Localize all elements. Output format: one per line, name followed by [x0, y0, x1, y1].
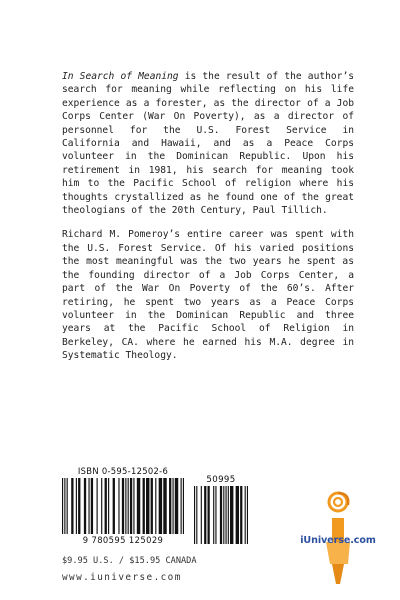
barcode-bar: [245, 486, 246, 544]
barcode-bar: [159, 478, 162, 534]
addon-digits: 50995: [206, 475, 236, 485]
addon-barcode-bars: [194, 486, 248, 544]
barcode-bar: [220, 486, 222, 544]
barcode-bar: [183, 478, 184, 534]
barcode-bar: [236, 486, 239, 544]
barcode-bar: [194, 486, 195, 544]
iuniverse-logo: [292, 480, 382, 590]
barcode-bar: [204, 486, 206, 544]
isbn-label: ISBN 0-595-12502-6: [77, 466, 169, 476]
barcode-bar: [91, 478, 93, 534]
barcode-bar: [196, 486, 197, 544]
barcode-bar: [155, 478, 156, 534]
barcode-bar: [215, 486, 216, 544]
book-title: In Search of Meaning: [62, 71, 179, 82]
barcode-bar: [228, 486, 229, 544]
barcode-bar: [213, 486, 214, 544]
barcode-bar: [137, 478, 140, 534]
barcode-bar: [175, 478, 178, 534]
barcode-bar: [113, 478, 115, 534]
barcode-bar: [88, 478, 89, 534]
barcode-bar: [78, 478, 80, 534]
barcode-bar: [71, 478, 73, 534]
barcode-bar: [172, 478, 173, 534]
barcode-bar: [208, 486, 210, 544]
barcode-bar: [163, 478, 166, 534]
barcode-bar: [223, 486, 224, 544]
back-cover-blurb: [62, 70, 354, 374]
barcode-bar: [128, 478, 129, 534]
barcode-bar: [143, 478, 145, 534]
barcode-bar: [62, 478, 63, 534]
barcode-bar: [122, 478, 124, 534]
barcode-bar: [76, 478, 77, 534]
barcode-bar: [130, 478, 132, 534]
isbn-barcode-block: [62, 466, 184, 545]
barcode-bar: [247, 486, 248, 544]
logo-wordmark: iUniverse.com: [300, 535, 376, 546]
barcode-bar: [151, 478, 153, 534]
barcode-bars: [62, 478, 184, 534]
barcode-bar: [125, 478, 126, 534]
publisher-website: www.iuniverse.com: [62, 572, 182, 583]
ean-digits: 9 780595 125029: [82, 535, 164, 545]
price-addon-barcode: [194, 466, 248, 548]
barcode-bar: [67, 478, 68, 534]
barcode-bar: [240, 486, 242, 544]
barcode-bar: [230, 486, 233, 544]
barcode-bar: [105, 478, 107, 534]
barcode-bar: [101, 478, 102, 534]
barcode-bar: [201, 486, 202, 544]
barcode-bar: [226, 486, 227, 544]
barcode-bar: [146, 478, 149, 534]
barcode-bar: [84, 478, 86, 534]
barcode-bar: [108, 478, 109, 534]
blurb-paragraph-1: [62, 70, 354, 217]
barcode-bar: [181, 478, 182, 534]
barcode-bar: [133, 478, 134, 534]
blurb-paragraph-2: Richard M. Pomeroy’s entire career was spent with the U.S. Forest Service. Of his varied positions the most meaningful was the two years he spent as the founding director of a Job Corps Center, a part of the War On Poverty of the 60’s. After retiring, he spent two years as a Peace Corps volunteer in the Dominican Republic and three years at the Pacific School of Religion in Berkeley, CA. where he earned his M.A. degree in Systematic Theology.: [62, 229, 354, 362]
barcode-bar: [169, 478, 171, 534]
barcode-bar: [64, 478, 65, 534]
blurb-paragraph-1-text: is the result of the author’s search for meaning while reflecting on his life experience as a forester, as the director of a Job Corps Center (War On Poverty), as a director of personnel for the U.S. Forest Service in California and Hawaii, and as a Peace Corps volunteer in the Dominican Republic. Upon his retirement in 1981, his search for meaning took him to the Pacific School of religion where his thoughts crystallized as he found one of the great theologians of the 20th Century, Paul Tillich.: [62, 71, 354, 217]
price-text: $9.95 U.S. / $15.95 CANADA: [62, 556, 197, 566]
barcode-bar: [97, 478, 98, 534]
barcode-bar: [118, 478, 119, 534]
ean-barcode: [62, 478, 184, 534]
